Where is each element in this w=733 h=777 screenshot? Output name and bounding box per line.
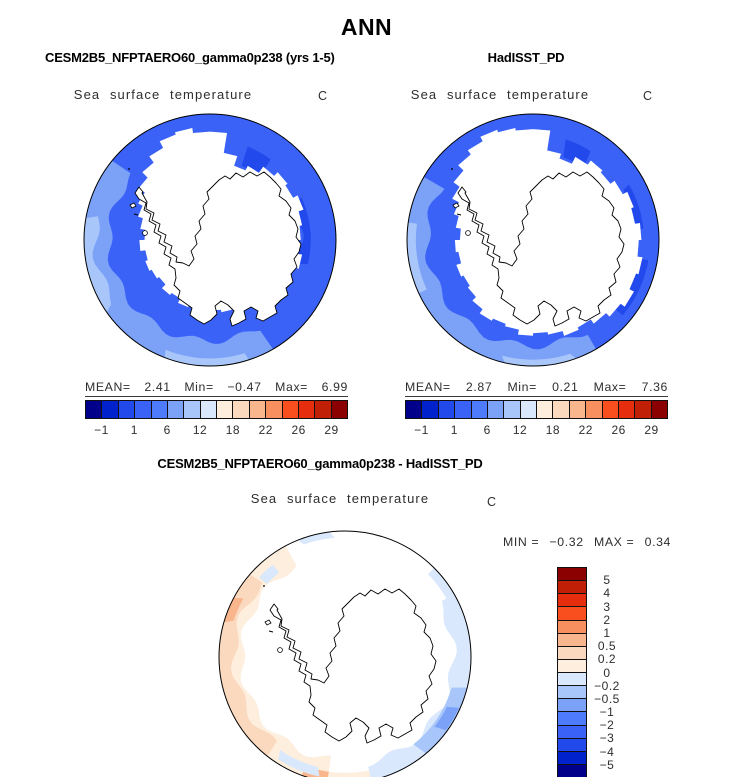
colorbar-tick-label: 4 [603, 586, 611, 601]
colorbar-tick-label: 12 [512, 423, 528, 437]
max-value: 0.34 [644, 535, 671, 549]
colorbar-box [168, 401, 184, 418]
colorbar-obs [405, 400, 668, 419]
island-dot [263, 585, 265, 587]
min-value: 0.21 [552, 380, 579, 394]
colorbar-diff [557, 567, 587, 777]
colorbar-box [135, 401, 151, 418]
colorbar-tick-label: 1 [130, 423, 138, 437]
colorbar-box [553, 401, 569, 418]
stats-line-model [85, 380, 348, 394]
panel-header-diff: CESM2B5_NFPTAERO60_gamma0p238 - HadISST_PD [157, 456, 483, 471]
colorbar-tick-label: 12 [192, 423, 208, 437]
colorbar-box [558, 581, 586, 594]
colorbar-box [439, 401, 455, 418]
coastal-inlet [466, 231, 471, 236]
colorbar-tick-label: −3 [599, 731, 615, 746]
colorbar-tick-label: 0.2 [597, 652, 617, 667]
map-title-model: Sea surface temperature [73, 87, 253, 102]
colorbar-box [558, 739, 586, 752]
colorbar-tick-label: 3 [603, 599, 611, 614]
colorbar-tick-label: 1 [603, 625, 611, 640]
map-model [80, 110, 340, 370]
colorbar-box [558, 647, 586, 660]
max-label: MAX = [594, 535, 635, 549]
colorbar-box [558, 726, 586, 739]
colorbar-tick-label: 2 [603, 612, 611, 627]
mean-label: MEAN= [405, 380, 451, 394]
colorbar-tick-label: −1 [94, 423, 109, 437]
colorbar-box [558, 568, 586, 581]
colorbar-tick-label: 6 [163, 423, 171, 437]
colorbar-box [250, 401, 266, 418]
map-title-diff: Sea surface temperature [250, 491, 430, 506]
max-value: 6.99 [321, 380, 348, 394]
colorbar-tick-label: 18 [225, 423, 241, 437]
colorbar-box [537, 401, 553, 418]
colorbar-tick-label: 1 [450, 423, 458, 437]
colorbar-box [558, 660, 586, 673]
colorbar-tick-label: −0.5 [594, 691, 620, 706]
mean-label: MEAN= [85, 380, 131, 394]
colorbar-box [558, 699, 586, 712]
units-label-diff: C [487, 495, 498, 509]
colorbar-box [521, 401, 537, 418]
colorbar-tick-label: −1 [599, 705, 615, 720]
units-label-model: C [318, 89, 329, 103]
colorbar-ticks-model [85, 423, 348, 439]
colorbar-box [266, 401, 282, 418]
colorbar-ticks-diff [587, 567, 627, 777]
stats-underline [405, 396, 668, 397]
colorbar-box [422, 401, 438, 418]
panel-header-model: CESM2B5_NFPTAERO60_gamma0p238 (yrs 1-5) [45, 50, 335, 65]
colorbar-tick-label: −1 [414, 423, 429, 437]
units-label-obs: C [643, 89, 654, 103]
colorbar-box [619, 401, 635, 418]
map-diff [215, 527, 475, 777]
colorbar-box [558, 594, 586, 607]
colorbar-box [102, 401, 118, 418]
colorbar-tick-label: 0 [603, 665, 611, 680]
colorbar-box [119, 401, 135, 418]
colorbar-tick-label: 0.5 [597, 639, 617, 654]
colorbar-box [217, 401, 233, 418]
island-dot [128, 168, 130, 170]
stats-underline [85, 396, 348, 397]
max-label: Max= [275, 380, 308, 394]
map-obs [403, 110, 663, 370]
colorbar-box [558, 621, 586, 634]
colorbar-box [315, 401, 331, 418]
colorbar-tick-label: −2 [599, 718, 615, 733]
min-value: −0.47 [227, 380, 262, 394]
stats-line-obs [405, 380, 668, 394]
colorbar-tick-label: 29 [324, 423, 339, 437]
mean-value: 2.87 [465, 380, 493, 394]
max-value: 7.36 [641, 380, 668, 394]
colorbar-tick-label: 22 [578, 423, 593, 437]
colorbar-box [201, 401, 217, 418]
colorbar-tick-label: −0.2 [594, 678, 620, 693]
max-label: Max= [593, 380, 627, 394]
colorbar-box [652, 401, 667, 418]
colorbar-tick-label: −4 [599, 744, 615, 759]
colorbar-box [406, 401, 422, 418]
colorbar-tick-label: 18 [545, 423, 561, 437]
colorbar-box [233, 401, 249, 418]
colorbar-box [504, 401, 520, 418]
page-title: ANN [340, 14, 393, 40]
colorbar-box [184, 401, 200, 418]
colorbar-ticks-obs [405, 423, 668, 439]
colorbar-tick-label: −5 [599, 757, 615, 772]
min-label: MIN = [503, 535, 540, 549]
coastal-inlet [278, 648, 283, 653]
colorbar-box [558, 752, 586, 765]
colorbar-box [558, 607, 586, 620]
colorbar-box [635, 401, 651, 418]
colorbar-tick-label: 5 [603, 573, 611, 588]
colorbar-box [586, 401, 602, 418]
panel-header-obs: HadISST_PD [487, 50, 565, 65]
mean-value: 2.41 [144, 380, 171, 394]
colorbar-box [603, 401, 619, 418]
min-label: Min= [507, 380, 537, 394]
colorbar-box [488, 401, 504, 418]
colorbar-box [455, 401, 471, 418]
colorbar-box [472, 401, 488, 418]
colorbar-box [332, 401, 347, 418]
map-title-obs: Sea surface temperature [410, 87, 590, 102]
colorbar-box [152, 401, 168, 418]
colorbar-box [86, 401, 102, 418]
colorbar-box [283, 401, 299, 418]
island-dot [451, 168, 453, 170]
colorbar-tick-label: 26 [291, 423, 306, 437]
stats-line-diff [503, 535, 671, 549]
colorbar-box [558, 765, 586, 777]
colorbar-tick-label: 29 [644, 423, 659, 437]
colorbar-tick-label: 26 [611, 423, 626, 437]
colorbar-box [299, 401, 315, 418]
colorbar-box [558, 634, 586, 647]
coastal-inlet [143, 231, 148, 236]
min-value: −0.32 [549, 535, 584, 549]
colorbar-box [558, 673, 586, 686]
colorbar-tick-label: 6 [483, 423, 491, 437]
colorbar-box [570, 401, 586, 418]
colorbar-tick-label: 22 [258, 423, 273, 437]
colorbar-box [558, 686, 586, 699]
colorbar-model [85, 400, 348, 419]
colorbar-box [558, 712, 586, 725]
min-label: Min= [184, 380, 214, 394]
